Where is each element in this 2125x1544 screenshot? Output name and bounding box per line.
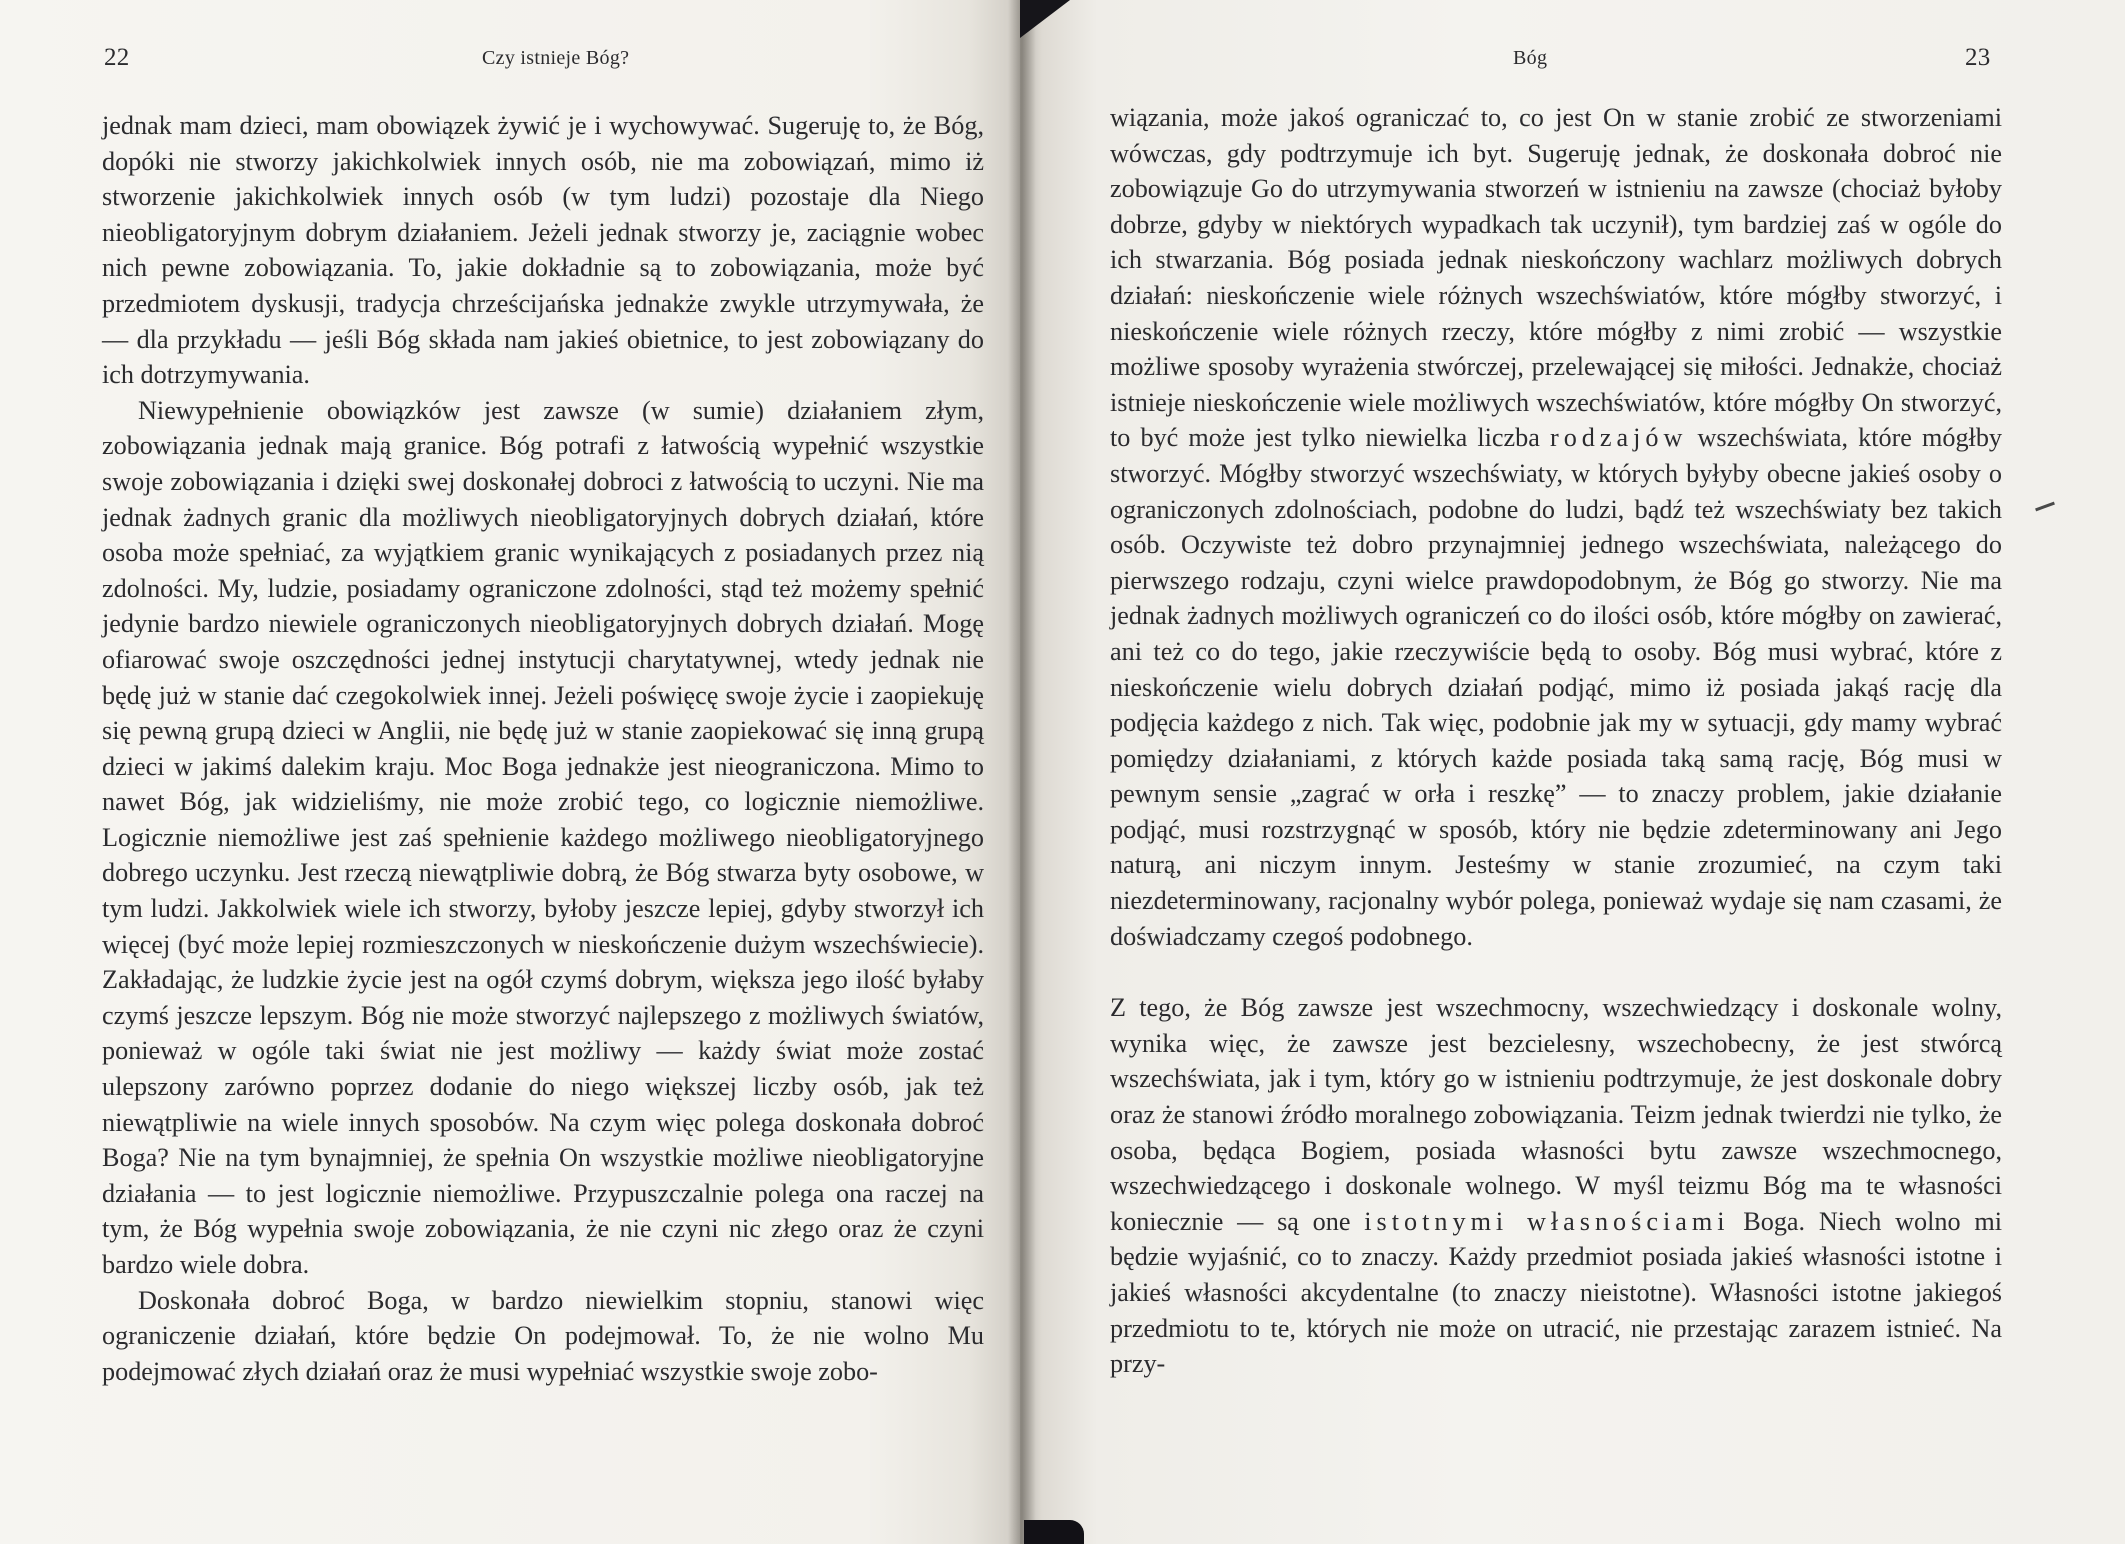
left-page (0, 0, 1020, 1544)
paragraph-part: wszechświata, które mógłby stworzyć. Mógłby stworzyć wszechświaty, w których byłyby obecne jakieś osoby o ograniczonych zdolnościach, podobne do ludzi, bądź też wszechświaty bez takich osób. Oczywiste też dobro przynajmniej jednego wszechświata, należącego do pierwszego rodzaju, czyni wielce prawdopodobnym, że Bóg go stworzy. Nie ma jednak żadnych możliwych ograniczeń co do ilości osób, które mógłby on zawierać, ani też co do tego, jakie rzeczywiście będą to osoby. Bóg musi wybrać, które z nieskończenie wielu dobrych działań podjąć, mimo iż posiada jakąś rację dla podjęcia każdego z nich. Tak więc, podobnie jak my w sytuacji, gdy mamy wybrać pomiędzy działaniami, z których każde posiada taką samą rację, Bóg musi w pewnym sensie „zagrać w orła i reszkę” — to znaczy problem, jakie działanie podjąć, musi rozstrzygnąć w sposób, który nie będzie zdeterminowany ani Jego naturą, ani niczym innym. Jesteśmy w stanie zrozumieć, na czym taki niezdeterminowany, racjonalny wybór polega, ponieważ wydaje się nam czasami, że doświadczamy czegoś podobnego. (1110, 423, 2003, 951)
paragraph-gap (1110, 954, 2002, 990)
paragraph: jednak mam dzieci, mam obowiązek żywić je i wychowywać. Sugeruję to, że Bóg, dopóki nie stworzy jakichkolwiek innych osób, nie ma zobowiązań, mimo iż stworzenie jakichkolwiek innych osób (w tym ludzi) pozostaje dla Niego nieobligatoryjnym dobrym działaniem. Jeżeli jednak stworzy je, zaciągnie wobec nich pewne zobowiązania. To, jakie dokładnie są to zobowiązania, może być przedmiotem dyskusji, tradycja chrześcijańska jednakże zwykle utrzymywała, że — dla przykładu — jeśli Bóg składa nam jakieś obietnice, to jest zobowiązany do ich dotrzymywania. (102, 111, 984, 390)
paragraph-part: Boga. Niech wolno mi będzie wyjaśnić, co to znaczy. Każdy przedmiot posiada jakieś własności istotne i jakieś własności akcydentalne (to znaczy nieistotne). Własności istotne jakiegoś przedmiotu to te, których nie może on utracić, nie przestając zarazem istnieć. Na przy- (1110, 1206, 2003, 1379)
paragraph-part: Z tego, że Bóg zawsze jest wszechmocny, wszechwiedzący i doskonale wolny, wynika więc, że zawsze jest bezcielesny, wszechobecny, że jest stwórcą wszechświata, jak i tym, który go w istnieniu podtrzymuje, że jest doskonale dobry oraz że stanowi źródło moralnego zobowiązania. Teizm jednak twierdzi nie tylko, że osoba, będąca Bogiem, posiada własności bytu zawsze wszechmocnego, wszechwiedzącego i doskonale wolnego. W myśl teizmu Bóg ma te własności koniecznie — są one (1110, 993, 2002, 1236)
page-number-left: 22 (104, 44, 130, 71)
paragraph: Doskonała dobroć Boga, w bardzo niewielkim stopniu, stanowi więc ograniczenie działań, które będzie On podejmował. To, że nie wolno Mu podejmować złych działań oraz że musi wypełniać wszystkie swoje zobo- (102, 1285, 984, 1386)
book-gutter (1008, 0, 1036, 1544)
spine-shadow-bottom (1024, 1520, 1084, 1544)
emphasis-spaced: rodzajów (1549, 423, 1688, 453)
paragraph-part: wiązania, może jakoś ograniczać to, co jest On w stanie zrobić ze stworzeniami wówczas, gdy podtrzymuje ich byt. Sugeruję jednak, że doskonała dobroć nie zobowiązuje Go do utrzymywania stworzeń w istnieniu na zawsze (chociaż byłoby dobrze, gdyby w niektórych wypadkach tak uczynił), tym bardziej zaś w ogóle do ich stwarzania. Bóg posiada jednak nieskończony wachlarz możliwych dobrych działań: nieskończenie wiele różnych wszechświatów, które mógłby stworzyć, i nieskończenie wiele różnych rzeczy, które mógłby z nimi zrobić — wszystkie możliwe sposoby wyrażenia stwórczej, przelewającej się miłości. Jednakże, chociaż istnieje nieskończenie wiele możliwych wszechświatów, które mógłby On stworzyć, to być może jest tylko niewielka liczba (1110, 103, 2002, 453)
paragraph (1110, 100, 2002, 954)
left-page-body (102, 108, 984, 1389)
running-title-left: Czy istnieje Bóg? (482, 47, 630, 69)
right-page-body (1110, 100, 2002, 1382)
paragraph: Niewypełnienie obowiązków jest zawsze (w sumie) działaniem złym, zobowiązania jednak mają granice. Bóg potrafi z łatwością wypełnić wszystkie swoje zobowiązania i dzięki swej doskonałej dobroci z łatwością to uczyni. Nie ma jednak żadnych granic dla możliwych nieobligatoryjnych dobrych działań, które osoba może spełniać, za wyjątkiem granic wynikających z posiadanych przez nią zdolności. My, ludzie, posiadamy ograniczone zdolności, stąd też możemy spełnić jedynie bardzo niewiele ograniczonych nieobligatoryjnych dobrych działań. Mogę ofiarować swoje oszczędności jednej instytucji charytatywnej, wtedy jednak nie będę już w stanie dać czegokolwiek innej. Jeżeli poświęcę swoje życie i zaopiekuję się pewną grupą dzieci w Anglii, nie będę już w stanie zaopiekować się inną grupą dzieci w jakimś dalekim kraju. Moc Boga jednakże jest nieograniczona. Mimo to nawet Bóg, jak widzieliśmy, nie może zrobić tego, co logicznie niemożliwe. Logicznie niemożliwe jest zaś spełnienie każdego możliwego nieobligatoryjnego dobrego uczynku. Jest rzeczą niewątpliwie dobrą, że Bóg stwarza byty osobowe, w tym ludzi. Jakkolwiek wiele ich stworzy, byłoby jeszcze lepiej, gdyby stworzył ich więcej (być może lepiej rozmieszczonych w nieskończenie dużym wszechświecie). Zakładając, że ludzkie życie jest na ogół czymś dobrym, większa jego ilość byłaby czymś jeszcze lepszym. Bóg nie może stworzyć najlepszego z możliwych światów, ponieważ w ogóle taki świat nie jest możliwy — każdy świat może zostać ulepszony zarówno poprzez dodanie do niego większej liczby osób, jak też niewątpliwie na wiele innych sposobów. Na czym więc polega doskonała dobroć Boga? Nie na tym bynajmniej, że spełnia On wszystkie możliwe nieobligatoryjne działania — to jest logicznie niemożliwe. Przypuszczalnie polega ona raczej na tym, że Bóg wypełnia swoje zobowiązania, że nie czyni nic złego oraz że czyni bardzo wiele dobra. (102, 395, 984, 1279)
page-number-right: 23 (1965, 44, 1991, 71)
paragraph (1110, 990, 2002, 1382)
running-title-right: Bóg (1513, 47, 1548, 69)
spine-shadow-top (1020, 0, 1070, 38)
emphasis-spaced: istotnymi własnościami (1364, 1206, 1730, 1236)
